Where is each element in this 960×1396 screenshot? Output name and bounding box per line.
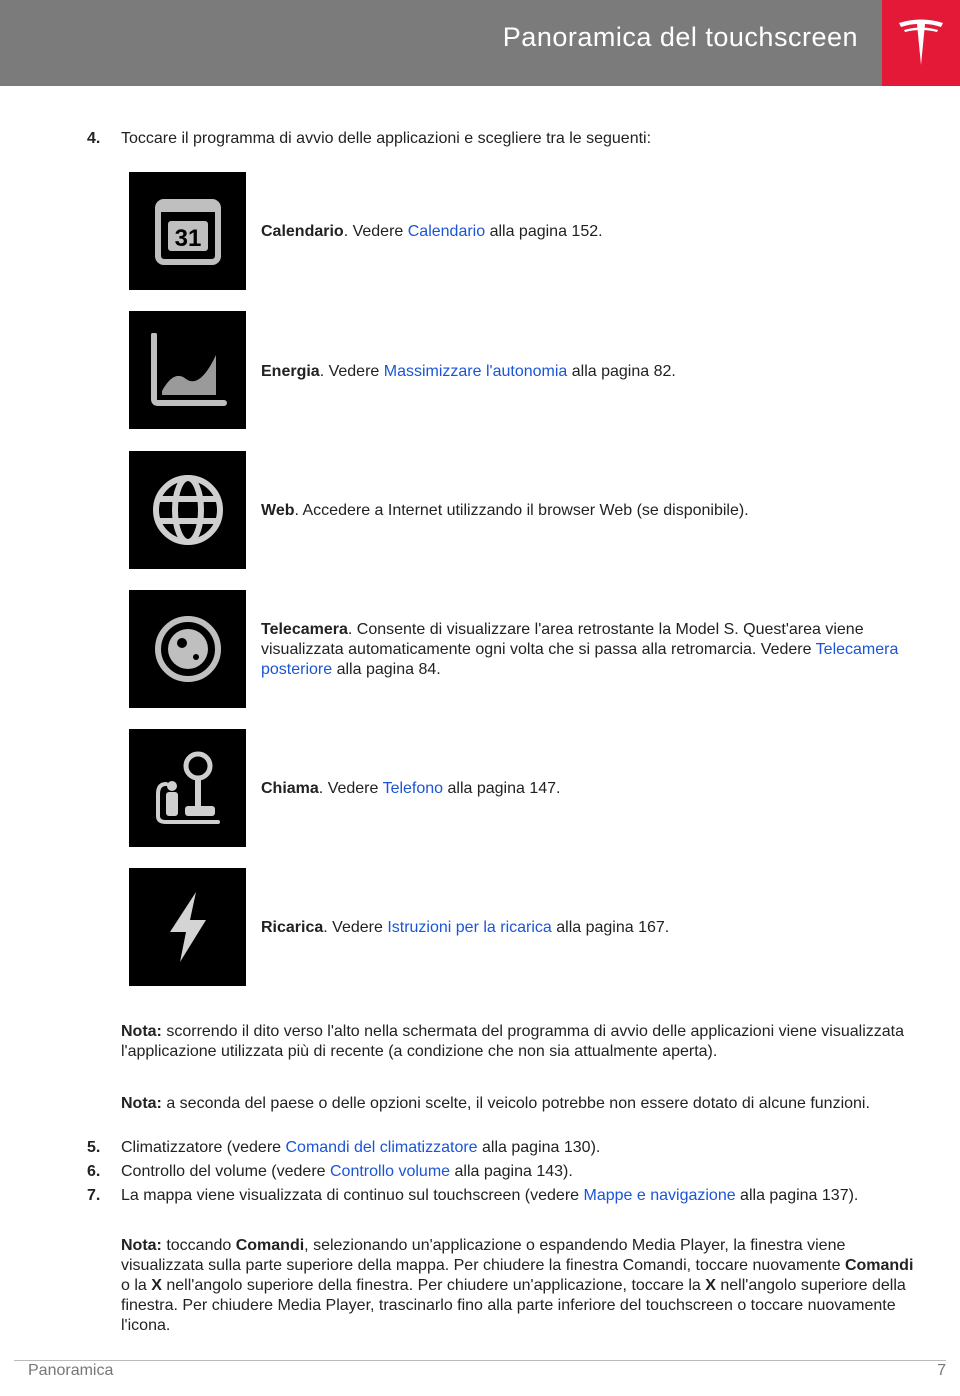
app-telecamera — [129, 590, 919, 708]
energy-icon-box — [129, 311, 246, 429]
note-text: scorrendo il dito verso l'alto nella schermata del programma di avvio delle applicazioni viene visualizzata l'applicazione utilizzata più di recente (a condizione che non sia attualmente aperta). — [121, 1023, 904, 1060]
step-number: 4. — [87, 130, 101, 147]
app-description — [261, 501, 916, 521]
tesla-logo-icon — [896, 17, 946, 69]
phone-icon — [152, 750, 224, 826]
app-ricarica — [129, 868, 919, 986]
app-description — [261, 779, 916, 799]
calendar-icon — [153, 194, 223, 268]
camera-icon — [152, 613, 224, 685]
app-text: alla pagina 167. — [551, 919, 670, 936]
app-description — [261, 918, 916, 938]
app-text: alla pagina 84. — [332, 661, 441, 678]
phone-icon-box — [129, 729, 246, 847]
note-2 — [121, 1094, 921, 1114]
page-header — [0, 0, 960, 86]
link-controllo-volume[interactable]: Controllo volume — [330, 1163, 451, 1180]
calendar-icon-box — [129, 172, 246, 290]
link-calendario[interactable]: Calendario — [407, 223, 486, 240]
step-text: Toccare il programma di avvio delle applicazioni e scegliere tra le seguenti: — [121, 130, 652, 147]
tesla-logo — [882, 0, 960, 86]
app-text: . Vedere — [343, 223, 408, 240]
link-telecamera-posteriore[interactable]: Telecamera posteriore — [261, 641, 899, 678]
energy-chart-icon — [148, 333, 228, 407]
app-text: alla pagina 152. — [485, 223, 603, 240]
app-name: Energia — [261, 363, 320, 380]
link-comandi-climatizzatore[interactable]: Comandi del climatizzatore — [285, 1139, 478, 1156]
footer-section: Panoramica — [28, 1362, 114, 1379]
page-number: 7 — [937, 1362, 946, 1379]
app-text: . Vedere — [323, 919, 388, 936]
step-number: 6. — [87, 1163, 101, 1180]
link-istruzioni-ricarica[interactable]: Istruzioni per la ricarica — [387, 919, 552, 936]
note-text: a seconda del paese o delle opzioni scelte, il veicolo potrebbe non essere dotato di alcune funzioni. — [161, 1095, 870, 1112]
link-mappe-navigazione[interactable]: Mappe e navigazione — [583, 1187, 736, 1204]
link-massimizzare-autonomia[interactable]: Massimizzare l'autonomia — [383, 363, 568, 380]
step-number: 5. — [87, 1139, 101, 1156]
step-number: 7. — [87, 1187, 101, 1204]
app-name: Ricarica — [261, 919, 324, 936]
app-name: Web — [261, 502, 295, 519]
app-web — [129, 451, 919, 569]
app-text: . Consente di visualizzare l'area retrostante la Model S. Quest'area viene visualizzata automaticamente ogni volta che si passa alla retromarcia. Vedere — [261, 621, 864, 658]
lightning-icon-box — [129, 868, 246, 986]
link-telefono[interactable]: Telefono — [382, 780, 444, 797]
lightning-icon — [166, 890, 210, 964]
calendar-day: 31 — [174, 225, 201, 252]
app-name: Telecamera — [261, 621, 348, 638]
step-text: Controllo del volume (vedere Controllo volume alla pagina 143). — [121, 1163, 573, 1180]
camera-icon-box — [129, 590, 246, 708]
app-text: . Accedere a Internet utilizzando il browser Web (se disponibile). — [294, 502, 749, 519]
step-text: Climatizzatore (vedere Comandi del climatizzatore alla pagina 130). — [121, 1139, 601, 1156]
note-label: Nota: — [121, 1095, 162, 1112]
app-energia — [129, 311, 919, 429]
footer-divider — [14, 1360, 946, 1361]
note-label: Nota: — [121, 1023, 162, 1040]
note-label: Nota: — [121, 1237, 162, 1254]
step-text: La mappa viene visualizzata di continuo sul touchscreen (vedere Mappe e navigazione alla pagina 137). — [121, 1187, 859, 1204]
globe-icon-box — [129, 451, 246, 569]
app-description — [261, 222, 916, 242]
app-description — [261, 620, 916, 680]
app-name: Calendario — [261, 223, 344, 240]
note-3: Nota: toccando Comandi, selezionando un'applicazione o espandendo Media Player, la finestra viene visualizzata sulla parte superiore della mappa. Per chiudere la finestra Comandi, toccare nuovamente Comandi o la X nell'angolo superiore della finestra. Per chiudere un'applicazione, toccare la X nell'angolo superiore della finestra. Per chiudere Media Player, trascinarlo fino alla parte inferiore del touchscreen o toccare nuovamente l'icona. — [121, 1237, 914, 1334]
app-calendario — [129, 172, 919, 290]
note-1 — [121, 1022, 921, 1062]
app-text: alla pagina 82. — [567, 363, 676, 380]
globe-icon — [151, 473, 225, 547]
app-text: . Vedere — [319, 363, 384, 380]
page-title: Panoramica del touchscreen — [502, 22, 858, 52]
app-name: Chiama — [261, 780, 319, 797]
app-description — [261, 362, 916, 382]
app-text: alla pagina 147. — [443, 780, 561, 797]
app-text: . Vedere — [318, 780, 383, 797]
app-chiama — [129, 729, 919, 847]
